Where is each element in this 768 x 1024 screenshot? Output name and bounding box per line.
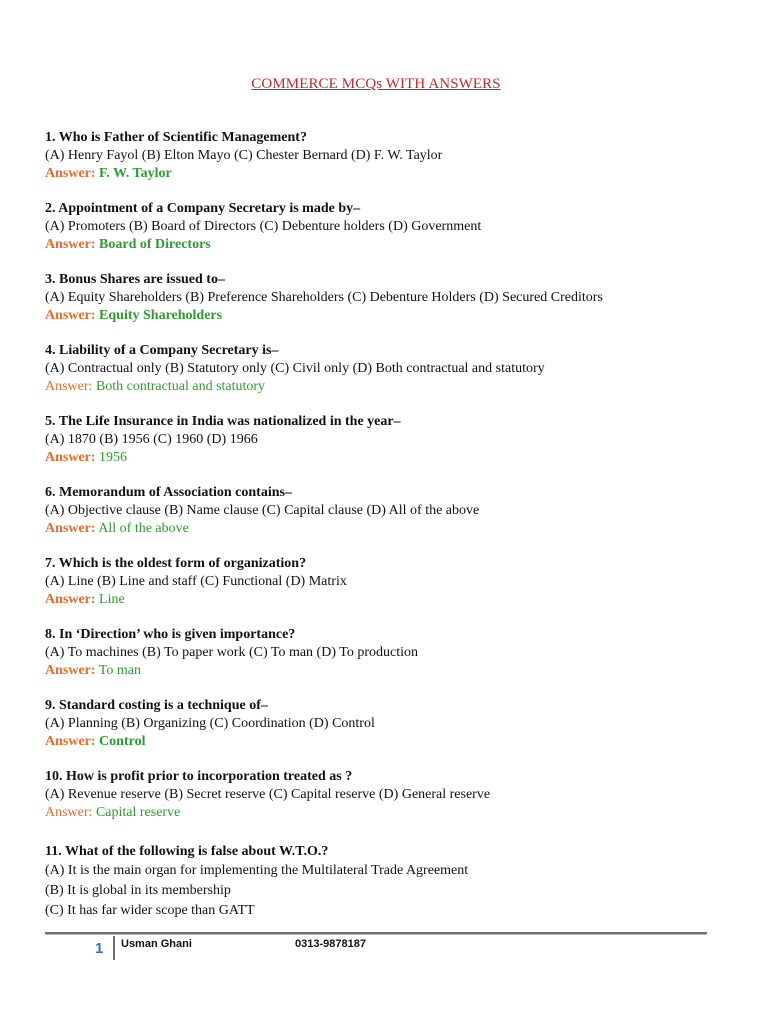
page-footer bbox=[45, 936, 707, 962]
answer-label: Answer: bbox=[45, 237, 96, 252]
answer-line bbox=[45, 378, 725, 396]
answer-label: Answer: bbox=[45, 450, 96, 465]
question-options: (A) Contractual only (B) Statutory only (C) Civil only (D) Both contractual and statutory bbox=[45, 361, 545, 376]
question-text: 7. Which is the oldest form of organization? bbox=[45, 556, 307, 571]
question-block-7 bbox=[45, 554, 725, 609]
answer-label: Answer: bbox=[45, 805, 93, 820]
answer-label: Answer: bbox=[45, 521, 96, 536]
answer-line bbox=[45, 307, 725, 325]
answer-line bbox=[45, 165, 725, 183]
answer-value: Capital reserve bbox=[95, 805, 181, 820]
question-text: 10. How is profit prior to incorporation treated as ? bbox=[45, 769, 353, 784]
answer-label: Answer: bbox=[45, 379, 93, 394]
question-block-1 bbox=[45, 128, 725, 183]
footer-phone: 0313-9878187 bbox=[295, 938, 366, 950]
question-options: (A) Henry Fayol (B) Elton Mayo (C) Chester Bernard (D) F. W. Taylor bbox=[45, 148, 443, 163]
page-number: 1 bbox=[95, 940, 104, 957]
question-text: 5. The Life Insurance in India was nationalized in the year– bbox=[45, 414, 401, 429]
question-block-3 bbox=[45, 270, 725, 325]
question-block-2 bbox=[45, 199, 725, 254]
answer-value: Both contractual and statutory bbox=[95, 379, 266, 394]
question-text: 3. Bonus Shares are issued to– bbox=[45, 272, 225, 287]
answer-line bbox=[45, 591, 725, 609]
answer-value: To man bbox=[98, 663, 141, 678]
question-block-6 bbox=[45, 483, 725, 538]
question-text: 2. Appointment of a Company Secretary is made by– bbox=[45, 201, 361, 216]
question-options: (A) To machines (B) To paper work (C) To man (D) To production bbox=[45, 645, 418, 660]
answer-line bbox=[45, 236, 725, 254]
question-text: 11. What of the following is false about W.T.O.? bbox=[45, 844, 329, 859]
question-list bbox=[45, 128, 725, 937]
question-options: (A) Promoters (B) Board of Directors (C) Debenture holders (D) Government bbox=[45, 219, 482, 234]
answer-value: 1956 bbox=[99, 450, 128, 465]
answer-line bbox=[45, 449, 725, 467]
answer-value: Control bbox=[99, 734, 146, 749]
answer-value: Equity Shareholders bbox=[99, 308, 223, 323]
answer-label: Answer: bbox=[45, 734, 96, 749]
footer-divider bbox=[45, 932, 707, 935]
answer-value: All of the above bbox=[98, 521, 189, 536]
question-block-8 bbox=[45, 625, 725, 680]
answer-label: Answer: bbox=[45, 308, 96, 323]
question-text: 9. Standard costing is a technique of– bbox=[45, 698, 268, 713]
question-options: (A) 1870 (B) 1956 (C) 1960 (D) 1966 bbox=[45, 432, 258, 447]
question-options: (A) Revenue reserve (B) Secret reserve (C) Capital reserve (D) General reserve bbox=[45, 787, 491, 802]
answer-line bbox=[45, 733, 725, 751]
question-block-4 bbox=[45, 341, 725, 396]
answer-label: Answer: bbox=[45, 663, 96, 678]
question-options: (A) Objective clause (B) Name clause (C) Capital clause (D) All of the above bbox=[45, 503, 480, 518]
question-options: (A) Planning (B) Organizing (C) Coordination (D) Control bbox=[45, 716, 375, 731]
answer-line bbox=[45, 662, 725, 680]
question-option-a: (A) It is the main organ for implementing the Multilateral Trade Agreement bbox=[45, 863, 469, 878]
question-block-11 bbox=[45, 842, 725, 921]
question-options: (A) Line (B) Line and staff (C) Functional (D) Matrix bbox=[45, 574, 347, 589]
question-block-10 bbox=[45, 767, 725, 822]
answer-line bbox=[45, 520, 725, 538]
answer-value: Line bbox=[99, 592, 125, 607]
page-title: COMMERCE MCQs WITH ANSWERS bbox=[251, 76, 501, 92]
answer-label: Answer: bbox=[45, 592, 96, 607]
question-text: 1. Who is Father of Scientific Management? bbox=[45, 130, 307, 145]
question-option-c: (C) It has far wider scope than GATT bbox=[45, 903, 255, 918]
question-option-b: (B) It is global in its membership bbox=[45, 883, 231, 898]
question-options: (A) Equity Shareholders (B) Preference Shareholders (C) Debenture Holders (D) Secured Creditors bbox=[45, 290, 603, 305]
answer-value: F. W. Taylor bbox=[99, 166, 172, 181]
footer-author: Usman Ghani bbox=[121, 938, 192, 950]
footer-separator bbox=[113, 936, 115, 960]
answer-line bbox=[45, 804, 725, 822]
question-text: 6. Memorandum of Association contains– bbox=[45, 485, 292, 500]
question-text: 8. In ‘Direction’ who is given importance? bbox=[45, 627, 296, 642]
answer-label: Answer: bbox=[45, 166, 96, 181]
answer-value: Board of Directors bbox=[99, 237, 211, 252]
question-block-9 bbox=[45, 696, 725, 751]
question-block-5 bbox=[45, 412, 725, 467]
question-text: 4. Liability of a Company Secretary is– bbox=[45, 343, 279, 358]
